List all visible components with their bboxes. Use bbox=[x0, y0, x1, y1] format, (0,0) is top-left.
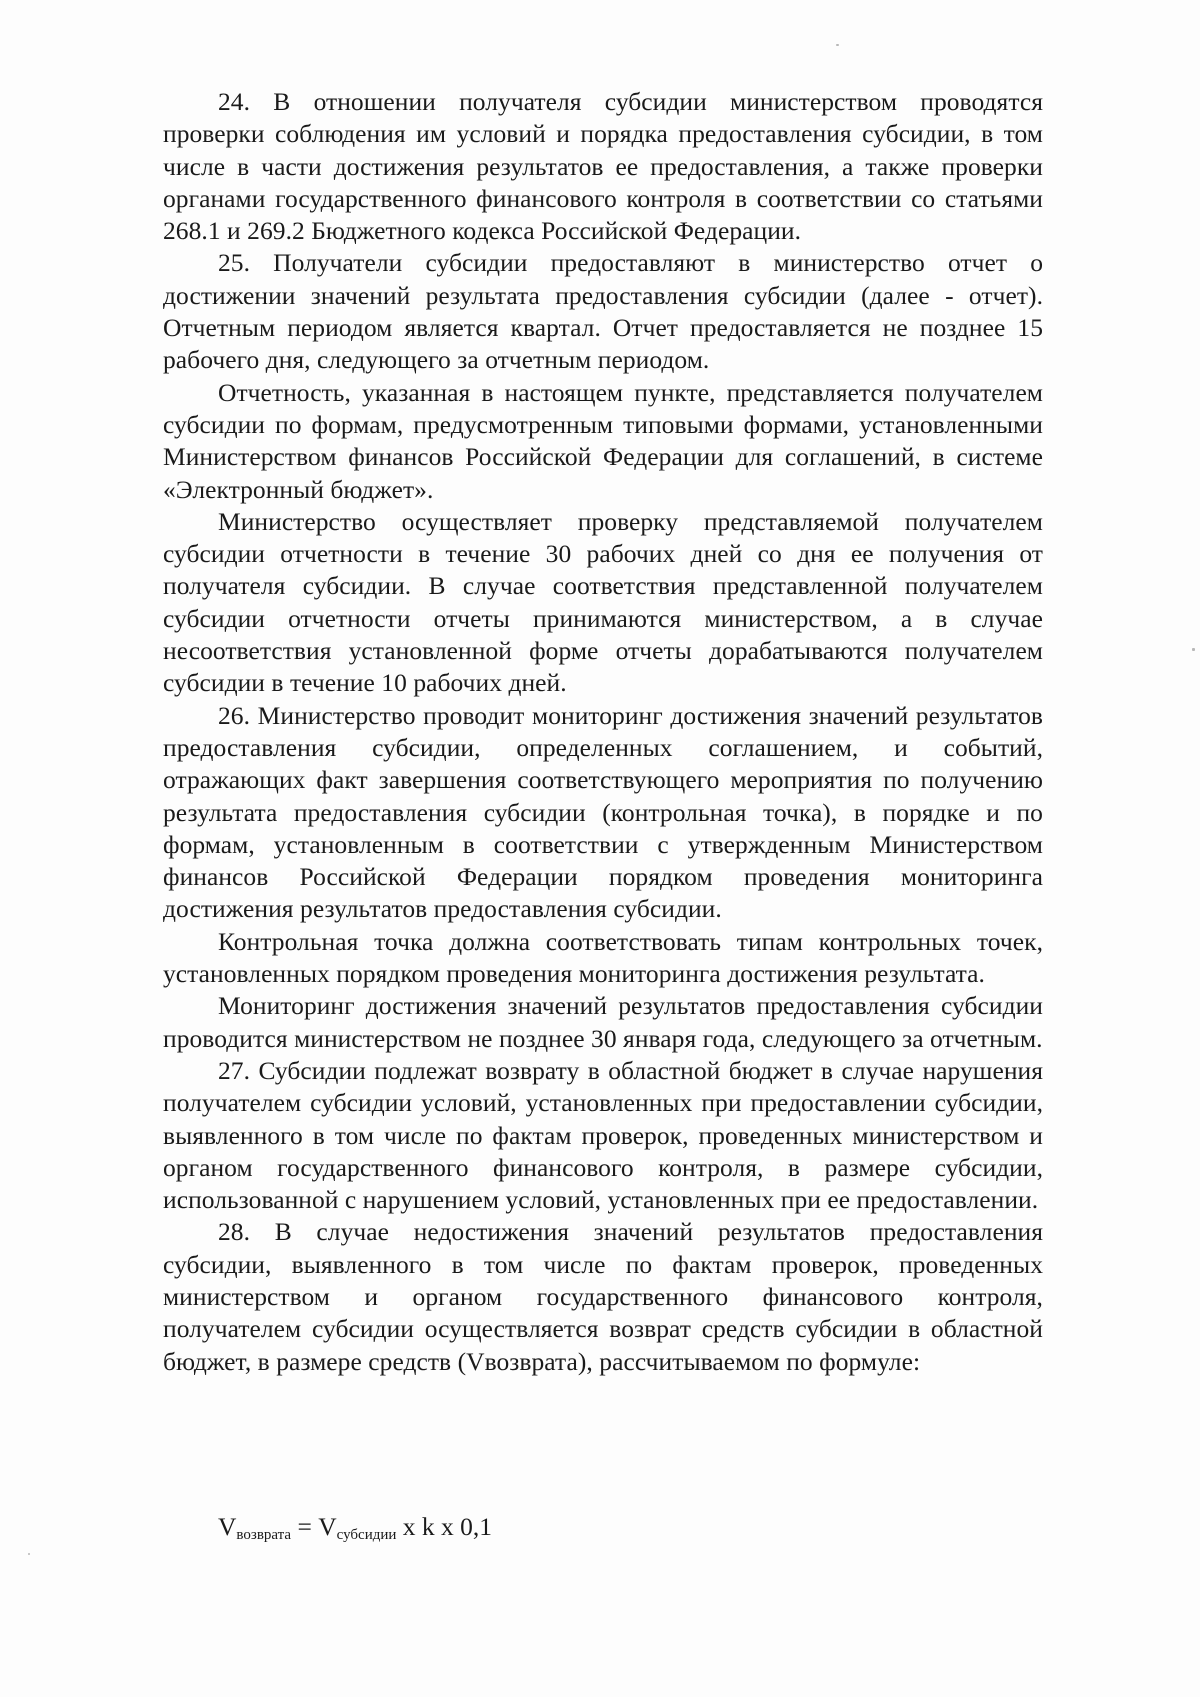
document-body bbox=[163, 86, 1043, 1378]
formula-lhs-symbol: V bbox=[218, 1512, 237, 1541]
paragraph-28: 28. В случае недостижения значений результатов предоставления субсидии, выявленного в том числе по фактам проверок, проведенных министерством и органом государственного финансового контроля, получателем субсидии осуществляется возврат средств субсидии в областной бюджет, в размере средств (Vвозврата), рассчитываемом по формуле: bbox=[163, 1217, 1043, 1376]
formula-rhs-symbol: V bbox=[318, 1512, 337, 1541]
paragraph-26: 26. Министерство проводит мониторинг достижения значений результатов предоставления субсидии, определенных соглашением, и событий, отражающих факт завершения соответствующего мероприятия по получению результата предоставления субсидии (контрольная точка), в порядке и по формам, установленным в соответствии с утвержденным Министерством финансов Российской Федерации порядком проведения мониторинга достижения результатов предоставления субсидии. bbox=[163, 700, 1043, 924]
paragraph-24: 24. В отношении получателя субсидии министерством проводятся проверки соблюдения им условий и порядка предоставления субсидии, в том числе в части достижения результатов ее предоставления, а также проверки органами государственного финансового контроля в соответствии со статьями 268.1 и 269.2 Бюджетного кодекса Российской Федерации. bbox=[163, 87, 1043, 246]
paragraph-25-report-check: Министерство осуществляет проверку представляемой получателем субсидии отчетности в течение 30 рабочих дней со дня ее получения от получателя субсидии. В случае соответствия представленной получателем субсидии отчетности отчеты принимаются министерством, а в случае несоответствия установленной форме отчеты дорабатываются получателем субсидии в течение 10 рабочих дней. bbox=[163, 506, 1043, 698]
paragraph-25-reporting-forms: Отчетность, указанная в настоящем пункте, представляется получателем субсидии по формам, предусмотренным типовыми формами, установленными Министерством финансов Российской Федерации для соглашений, в системе «Электронный бюджет». bbox=[163, 377, 1043, 504]
scan-speck bbox=[28, 1553, 30, 1555]
refund-formula bbox=[218, 1512, 492, 1544]
formula-equals: = bbox=[297, 1512, 312, 1541]
formula-multipliers: x k x 0,1 bbox=[402, 1512, 493, 1541]
paragraph-25: 25. Получатели субсидии предоставляют в министерство отчет о достижении значений результата предоставления субсидии (далее - отчет). Отчетным периодом является квартал. Отчет предоставляется не позднее 15 рабочего дня, следующего за отчетным периодом. bbox=[163, 248, 1043, 375]
paragraph-26-monitoring-deadline: Мониторинг достижения значений результатов предоставления субсидии проводится министерством не позднее 30 января года, следующего за отчетным. bbox=[163, 991, 1043, 1053]
formula-lhs-subscript: возврата bbox=[236, 1527, 292, 1543]
scan-speck bbox=[1192, 648, 1195, 651]
scan-speck bbox=[836, 44, 839, 46]
paragraph-26-control-point: Контрольная точка должна соответствовать типам контрольных точек, установленных порядком проведения мониторинга достижения результата. bbox=[163, 926, 1043, 989]
formula-rhs-subscript: субсидии bbox=[336, 1527, 397, 1543]
paragraph-27: 27. Субсидии подлежат возврату в областной бюджет в случае нарушения получателем субсидии условий, установленных при предоставлении субсидии, выявленного в том числе по фактам проверок, проведенных министерством и органом государственного финансового контроля, в размере субсидии, использованной с нарушением условий, установленных при ее предоставлении. bbox=[163, 1055, 1043, 1215]
